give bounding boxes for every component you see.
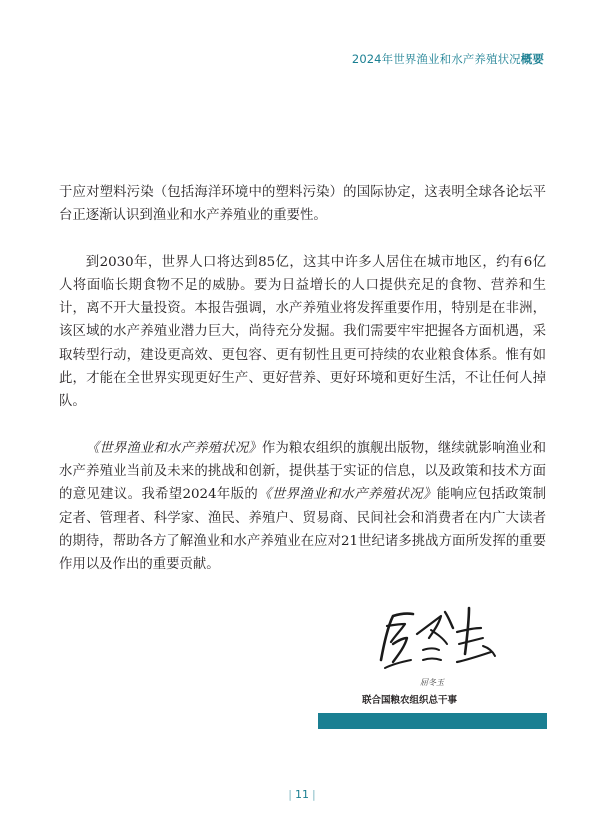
paragraph-2: 到2030年，世界人口将达到85亿，这其中许多人居住在城市地区，约有6亿人将面临长期食物不足的威胁。要为日益增长的人口提供充足的食物、营养和生计，离不开大量投资。本报告强调，水产养殖业将发挥重要作用，特别是在非洲，该区域的水产养殖业潜力巨大，尚待充分发掘。我们需要牢牢把握各方面机遇，采取转型行动，建设更高效、更包容、更有韧性且更可持续的农业粮食体系。惟有如此，才能在全世界实现更好生产、更好营养、更好环境和更好生活，不让任何人掉队。 — [59, 254, 546, 410]
decorative-bar — [318, 713, 547, 729]
header-title: 2024年世界渔业和水产养殖状况 — [351, 52, 521, 66]
signatory-title: 联合国粮农组织总干事 — [362, 695, 458, 706]
signatory-name: 屈冬玉 — [420, 678, 444, 687]
header-title-bold: 概要 — [520, 52, 544, 66]
running-header — [352, 51, 544, 67]
paragraph-3-part-1: 作为粮农组织的旗舰出版物，继续就影响渔业和水产养殖业当前及未来的挑战和创新，提供基于实证的信息，以及政策和技术方面的意见建议。我希望2024年版的 — [59, 440, 547, 503]
body-text — [59, 181, 546, 599]
handwritten-signature — [373, 598, 505, 676]
publication-title: 《世界渔业和水产养殖状况》 — [85, 440, 262, 456]
paragraph-3 — [59, 437, 546, 577]
paragraph-1: 于应对塑料污染（包括海洋环境中的塑料污染）的国际协定，这表明全球各论坛平台正逐渐认识到渔业和水产养殖业的重要性。 — [59, 185, 546, 224]
page-number: | 11 | — [288, 788, 316, 801]
paragraph-3-part-2: 能响应包括政策制定者、管理者、科学家、渔民、养殖户、贸易商、民间社会和消费者在内广大读者的期待，帮助各方了解渔业和水产养殖业在应对21世纪诸多挑战方面所发挥的重要作用以及作出的重要贡献。 — [59, 487, 547, 573]
page-number-value: 11 — [295, 788, 309, 801]
publication-title: 《世界渔业和水产养殖状况》 — [258, 487, 437, 503]
